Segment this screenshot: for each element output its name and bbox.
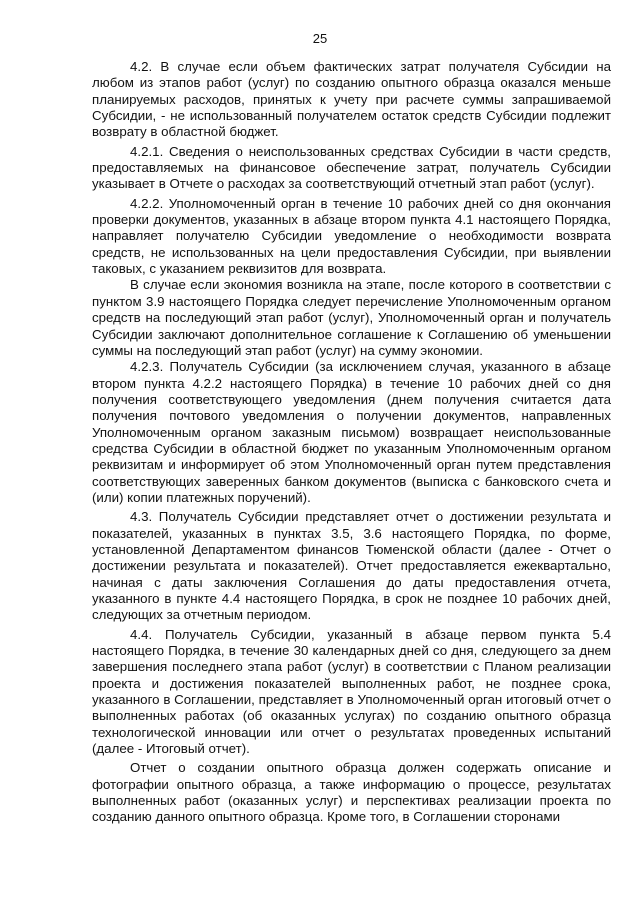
paragraph-4-2-3: 4.2.3. Получатель Субсидии (за исключением случая, указанного в абзаце втором пункта 4.2.2 настоящего Порядка) в течение 10 рабочих дней со дня получения соответствующего уведомления (днем получения считается дата получения почтового уведомления о получении документов, направленных Уполномоченным органом заказным письмом) возвращает неиспользованные средства Субсидии в областной бюджет по указанным Уполномоченным органом реквизитам и информирует об этом Уполномоченный орган путем представления соответствующих заверенных банком документов (выписка с банковского счета и (или) копии платежных поручений). [92, 359, 611, 505]
paragraph-4-4: 4.4. Получатель Субсидии, указанный в абзаце первом пункта 5.4 настоящего Порядка, в течение 30 календарных дней со дня, следующего за днем завершения последнего этапа работ (услуг) в соответствии с Планом реализации проекта и достижения показателей выполненных работ, не позднее срока, указанного в Соглашении, представляет в Уполномоченный орган итоговый отчет о выполненных работах (об оказанных услугах) по созданию опытного образца технологической инновации или отчет о результатах проведенных испытаний (далее - Итоговый отчет). [92, 626, 611, 757]
paragraph-4-3: 4.3. Получатель Субсидии представляет отчет о достижении результата и показателей, указанных в пунктах 3.5, 3.6 настоящего Порядка, по форме, установленной Департаментом финансов Тюменской области (далее - Отчет о достижении результата и показателей). Отчет предоставляется ежеквартально, начиная с даты заключения Соглашения до даты предоставления отчета, указанного в пункте 4.4 настоящего Порядка, в срок не позднее 10 рабочих дней, следующих за отчетным периодом. [92, 509, 611, 623]
paragraph-savings: В случае если экономия возникла на этапе, после которого в соответствии с пунктом 3.9 настоящего Порядка следует перечисление Уполномоченным органом средств на последующий этап работ (услуг), Уполномоченный орган и получатель Субсидии заключают дополнительное соглашение к Соглашению об уменьшении суммы на последующий этап работ (услуг) на сумму экономии. [92, 277, 611, 358]
paragraph-final-report: Отчет о создании опытного образца должен содержать описание и фотографии опытного образца, а также информацию о процессе, результатах выполненных работ (оказанных услуг) и перспективах реализации проекта по созданию данного опытного образца. Кроме того, в Соглашении сторонами [92, 760, 611, 825]
page-number: 25 [312, 31, 328, 46]
paragraph-4-2-1: 4.2.1. Сведения о неиспользованных средствах Субсидии в части средств, предоставляемых на финансовое обеспечение затрат, получатель Субсидии указывает в Отчете о расходах за соответствующий отчетный этап работ (услуг). [92, 143, 611, 192]
paragraph-4-2-2: 4.2.2. Уполномоченный орган в течение 10 рабочих дней со дня окончания проверки документов, указанных в абзаце втором пункта 4.1 настоящего Порядка, направляет получателю Субсидии уведомление о необходимости возврата средств, не использованных на цели предоставления Субсидии, при выявлении таковых, с указанием реквизитов для возврата. [92, 195, 611, 277]
document-body [92, 59, 611, 829]
paragraph-4-2: 4.2. В случае если объем фактических затрат получателя Субсидии на любом из этапов работ (услуг) по созданию опытного образца оказался меньше планируемых расходов, принятых к учету при расчете суммы запрашиваемой Субсидии, - не использованный получателем остаток средств Субсидии подлежит возврату в областной бюджет. [92, 59, 611, 140]
